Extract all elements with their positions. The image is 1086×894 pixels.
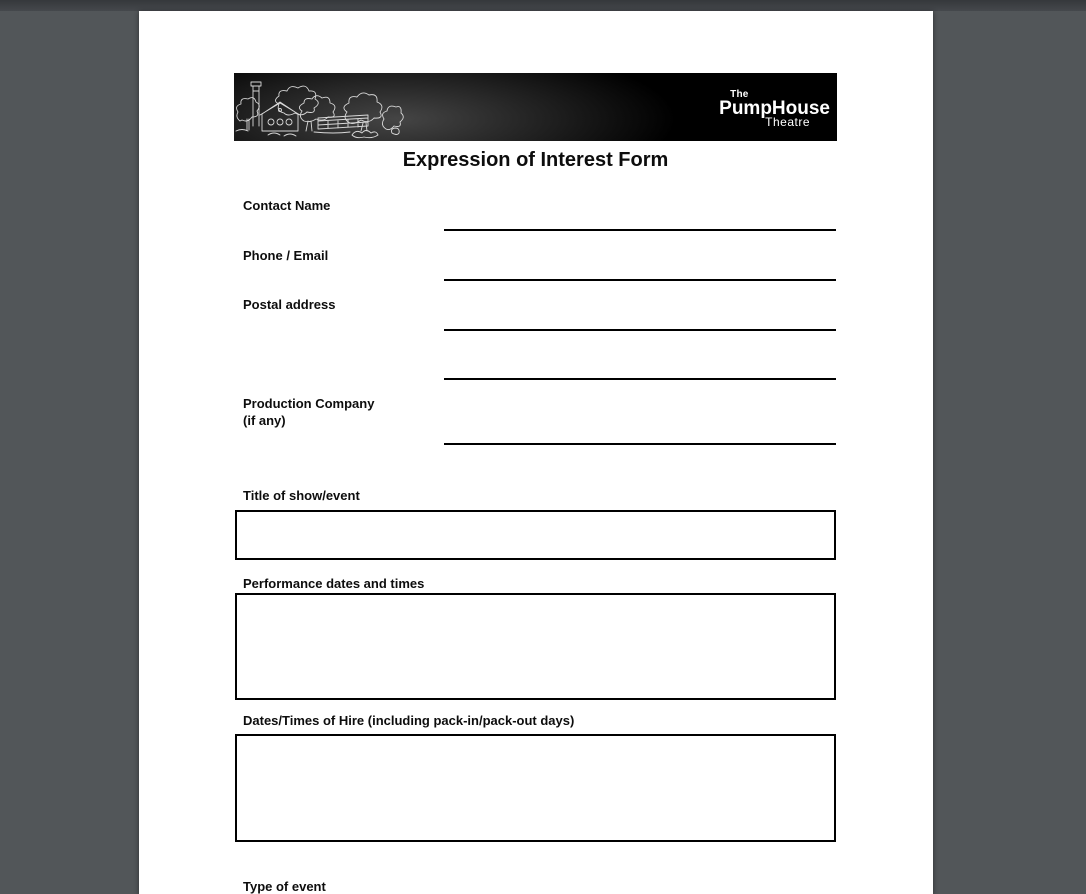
- performance-dates-label: Performance dates and times: [243, 576, 425, 591]
- production-company-label-line2: (if any): [243, 413, 286, 428]
- performance-dates-input-box[interactable]: [235, 593, 836, 700]
- logo-the-text: The: [730, 89, 749, 100]
- postal-address-label: Postal address: [243, 297, 336, 312]
- type-of-event-label: Type of event: [243, 879, 326, 894]
- pumphouse-illustration: [234, 73, 404, 141]
- title-of-show-input-box[interactable]: [235, 510, 836, 560]
- logo-pumphouse-text: PumpHouse: [719, 98, 830, 119]
- viewer-top-shadow: [0, 0, 1086, 11]
- contact-name-input-line[interactable]: [444, 229, 836, 231]
- production-company-label-line1: Production Company: [243, 396, 375, 411]
- phone-email-label: Phone / Email: [243, 248, 329, 263]
- pumphouse-theatre-logo: [719, 90, 830, 128]
- production-company-input-line[interactable]: [444, 443, 836, 445]
- postal-address-input-line-2[interactable]: [444, 378, 836, 380]
- logo-theatre-text: Theatre: [765, 115, 810, 129]
- page-title: Expression of Interest Form: [402, 149, 669, 171]
- contact-name-label: Contact Name: [243, 198, 331, 213]
- document-page: [139, 11, 933, 894]
- title-of-show-label: Title of show/event: [243, 488, 360, 503]
- dates-times-of-hire-label: Dates/Times of Hire (including pack-in/pack-out days): [243, 713, 575, 728]
- postal-address-input-line-1[interactable]: [444, 329, 836, 331]
- production-company-label: [243, 395, 374, 429]
- theatre-banner: [234, 73, 837, 141]
- phone-email-input-line[interactable]: [444, 279, 836, 281]
- dates-times-of-hire-input-box[interactable]: [235, 734, 836, 842]
